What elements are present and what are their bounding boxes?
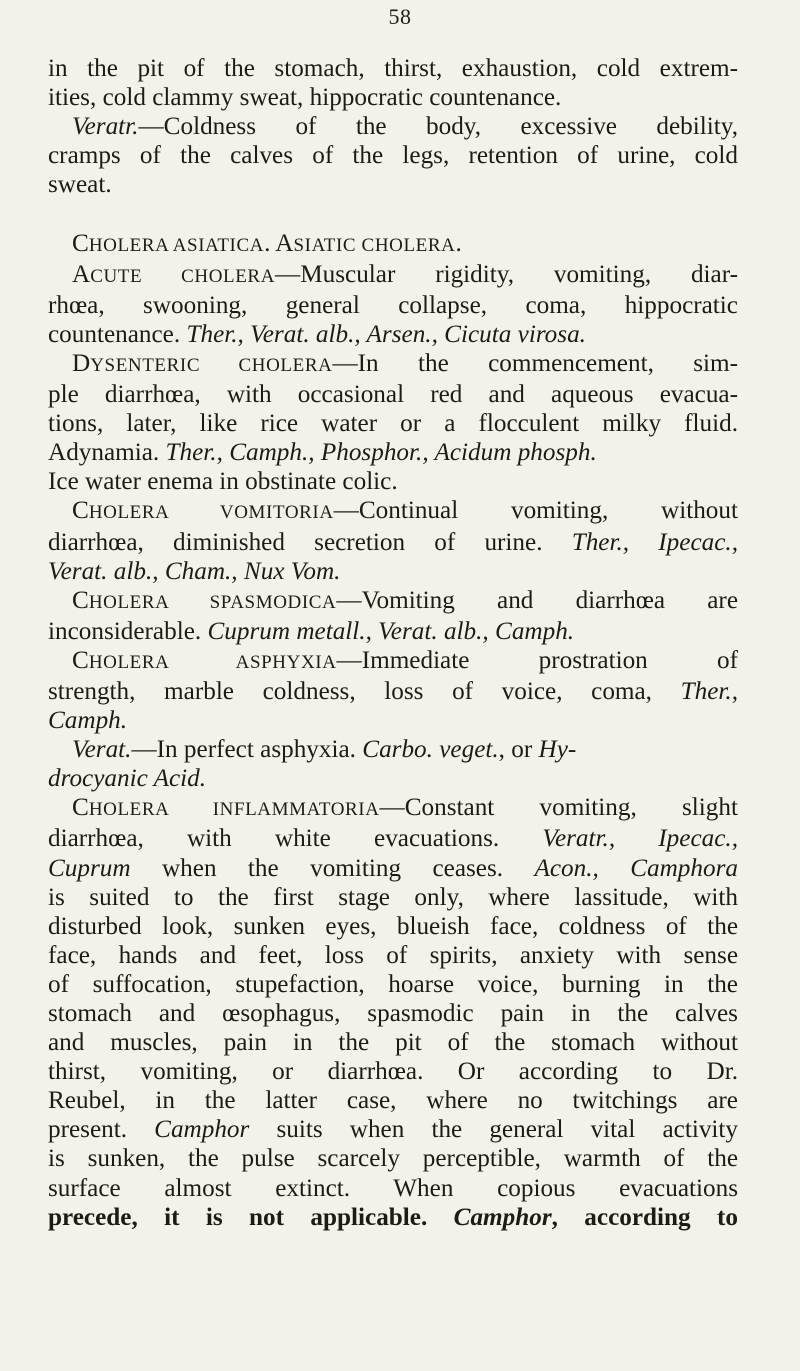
text-line: ACUTE CHOLERA—Muscular rigidity, vomiting, diar- bbox=[72, 260, 738, 288]
text-line: cramps of the calves of the legs, retention of urine, cold bbox=[48, 142, 738, 170]
text-line bbox=[48, 706, 738, 735]
term: HOLERA ASPHYXIA bbox=[88, 651, 337, 673]
term: HOLERA VOMITORIA bbox=[88, 502, 334, 524]
text-line: CHOLERA SPASMODICA—Vomiting and diarrhœa are bbox=[72, 586, 738, 614]
remedy-name: Hy- bbox=[538, 736, 577, 764]
remedy-name: drocyanic Acid. bbox=[48, 765, 207, 793]
text-line: precede, it is not applicable. Camphor, according to bbox=[48, 1203, 738, 1231]
text-line: of suffocation, stupefaction, hoarse voice, burning in the bbox=[48, 970, 738, 998]
remedy-name: Camphor bbox=[154, 1116, 250, 1144]
remedy-list: Cuprum metall., Verat. alb., Camph. bbox=[207, 617, 575, 645]
term: HOLERA INFLAMMATORIA bbox=[88, 799, 380, 821]
text-line: Cuprum when the vomiting ceases. Acon., Camphora bbox=[48, 854, 738, 882]
text-line: present. Camphor suits when the general vital activity bbox=[48, 1116, 739, 1144]
text-line: in the pit of the stomach, thirst, exhaustion, cold extrem- bbox=[48, 55, 738, 82]
remedy-list: Ther., Ipecac., bbox=[571, 528, 738, 556]
text-line: is suited to the first stage only, where lassitude, with bbox=[48, 883, 738, 911]
remedy-name: Camphor bbox=[453, 1203, 552, 1231]
text-line: CHOLERA INFLAMMATORIA—Constant vomiting, slight bbox=[72, 794, 738, 822]
term: HOLERA SPASMODICA bbox=[88, 591, 337, 613]
remedy-name: Ther., bbox=[680, 677, 738, 705]
term: YSENTERIC CHOLERA bbox=[90, 354, 333, 376]
remedy-list: Verat. alb., Cham., Nux Vom. bbox=[48, 557, 341, 585]
remedy-name: Cuprum bbox=[48, 854, 131, 882]
remedy-list: Ther., Verat. alb., Arsen., Cicuta virosa. bbox=[186, 320, 586, 348]
section-heading: CHOLERA ASIATICA. ASIATIC CHOLERA. bbox=[72, 229, 462, 257]
text-line: strength, marble coldness, loss of voice, coma, Ther., bbox=[48, 677, 738, 705]
text-line: diarrhœa, diminished secretion of urine. Ther., Ipecac., bbox=[48, 528, 738, 556]
text-line: DYSENTERIC CHOLERA—In the commencement, sim- bbox=[72, 349, 739, 377]
text-line: sweat. bbox=[48, 171, 112, 199]
body-text bbox=[48, 54, 738, 1232]
text-line: and muscles, pain in the pit of the stomach without bbox=[48, 1029, 738, 1057]
text-line: diarrhœa, with white evacuations. Veratr., Ipecac., bbox=[48, 825, 738, 853]
term: CUTE CHOLERA bbox=[90, 265, 276, 287]
text-line: rhœa, swooning, general collapse, coma, hippocratic bbox=[48, 291, 738, 319]
text-line: face, hands and feet, loss of spirits, anxiety with sense bbox=[48, 941, 738, 969]
text-line: tions, later, like rice water or a flocculent milky fluid. bbox=[48, 410, 738, 438]
text-line: is sunken, the pulse scarcely perceptible, warmth of the bbox=[48, 1145, 738, 1173]
remedy-name: Verat. bbox=[72, 736, 132, 764]
paragraph-gap bbox=[48, 199, 738, 228]
remedy-name: Veratr. bbox=[72, 113, 139, 141]
text-line: Verat.—In perfect asphyxia. Carbo. veget., or Hy- bbox=[72, 736, 577, 764]
remedy-name: Carbo. veget. bbox=[362, 736, 499, 764]
remedy-list: Ther., Camph., Phosphor., Acidum phosph. bbox=[165, 439, 597, 467]
text-line: inconsiderable. Cuprum metall., Verat. alb., Camph. bbox=[48, 617, 575, 645]
text-line: CHOLERA ASPHYXIA—Immediate prostration of bbox=[72, 646, 738, 674]
text-line: Veratr.—Coldness of the body, excessive debility, bbox=[72, 113, 738, 141]
remedy-name: Camph. bbox=[48, 707, 128, 735]
page-number: 58 bbox=[388, 4, 412, 29]
text-line: thirst, vomiting, or diarrhœa. Or according to Dr. bbox=[48, 1058, 738, 1086]
remedy-list: Veratr., Ipecac., bbox=[542, 825, 738, 853]
text-line: disturbed look, sunken eyes, blueish face, coldness of the bbox=[48, 912, 738, 940]
text-line: countenance. Ther., Verat. alb., Arsen., Cicuta virosa. bbox=[48, 320, 586, 348]
text-line: stomach and œsophagus, spasmodic pain in the calves bbox=[48, 1000, 738, 1027]
text-line: ple diarrhœa, with occasional red and aqueous evacua- bbox=[48, 381, 738, 409]
text-line: surface almost extinct. When copious evacuations bbox=[48, 1174, 738, 1202]
remedy-name: Acon., Camphora bbox=[534, 854, 738, 882]
text-line: Ice water enema in obstinate colic. bbox=[48, 468, 398, 496]
text-line: CHOLERA VOMITORIA—Continual vomiting, without bbox=[72, 497, 738, 525]
text-line: Reubel, in the latter case, where no twitchings are bbox=[48, 1087, 738, 1115]
text-line: ities, cold clammy sweat, hippocratic countenance. bbox=[48, 84, 562, 112]
text-line: Adynamia. Ther., Camph., Phosphor., Acidum phosph. bbox=[48, 439, 597, 467]
text-line bbox=[48, 557, 738, 586]
text-line bbox=[48, 764, 738, 793]
